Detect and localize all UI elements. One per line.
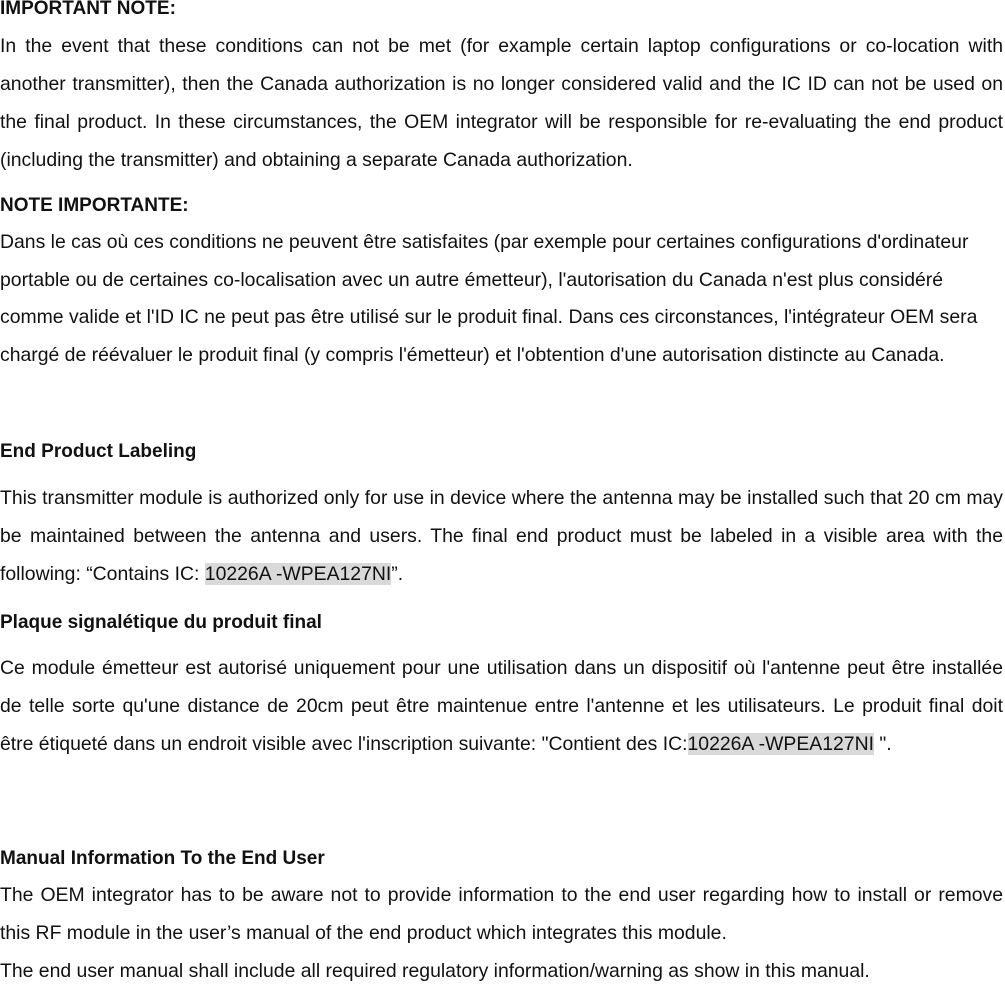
manual-information-heading: Manual Information To the End User xyxy=(0,848,325,869)
note-importante-heading: NOTE IMPORTANTE: xyxy=(0,195,189,216)
plaque-text-after: ". xyxy=(873,733,892,755)
plaque-signaletique-paragraph xyxy=(0,649,1003,763)
manual-information-paragraph-2: The end user manual shall include all required regulatory information/warning as show in this manual. xyxy=(0,960,870,982)
important-note-heading: IMPORTANT NOTE: xyxy=(0,0,176,19)
labeling-text-after: ”. xyxy=(391,563,404,585)
ic-id-highlight-fr: 10226A -WPEA127NI xyxy=(687,733,874,755)
end-product-labeling-paragraph xyxy=(0,479,1003,593)
plaque-text-before: Ce module émetteur est autorisé uniquement pour une utilisation dans un dispositif où l'antenne peut être installée de telle sorte qu'une distance de 20cm peut être maintenue entre l'antenne et les utilisateurs. Le produit final doit être étiqueté dans un endroit visible avec l'inscription suivante: "Contient des IC: xyxy=(0,657,1003,755)
labeling-text-before: This transmitter module is authorized only for use in device where the antenna may be installed such that 20 cm may be maintained between the antenna and users. The final end product must be labeled in a visible area with the following: “Contains IC: xyxy=(0,487,1003,585)
important-note-paragraph: In the event that these conditions can not be met (for example certain laptop configurations or co-location with another transmitter), then the Canada authorization is no longer considered valid and the IC ID can not be used on the final product. In these circumstances, the OEM integrator will be responsible for re-evaluating the end product (including the transmitter) and obtaining a separate Canada authorization. xyxy=(0,35,1003,171)
end-product-labeling-heading: End Product Labeling xyxy=(0,441,197,462)
note-importante-paragraph: Dans le cas où ces conditions ne peuvent être satisfaites (par exemple pour certaines configurations d'ordinateur portable ou de certaines co-localisation avec un autre émetteur), l'autorisation du Canada n'est plus considéré comme valide et l'ID IC ne peut pas être utilisé sur le produit final. Dans ces circonstances, l'intégrateur OEM sera chargé de réévaluer le produit final (y compris l'émetteur) et l'obtention d'une autorisation distincte au Canada. xyxy=(0,231,978,366)
plaque-signaletique-heading: Plaque signalétique du produit final xyxy=(0,612,322,633)
manual-information-paragraph-1: The OEM integrator has to be aware not to provide information to the end user regarding how to install or remove this RF module in the user’s manual of the end product which integrates this module. xyxy=(0,884,1003,944)
ic-id-highlight: 10226A -WPEA127NI xyxy=(204,563,392,585)
